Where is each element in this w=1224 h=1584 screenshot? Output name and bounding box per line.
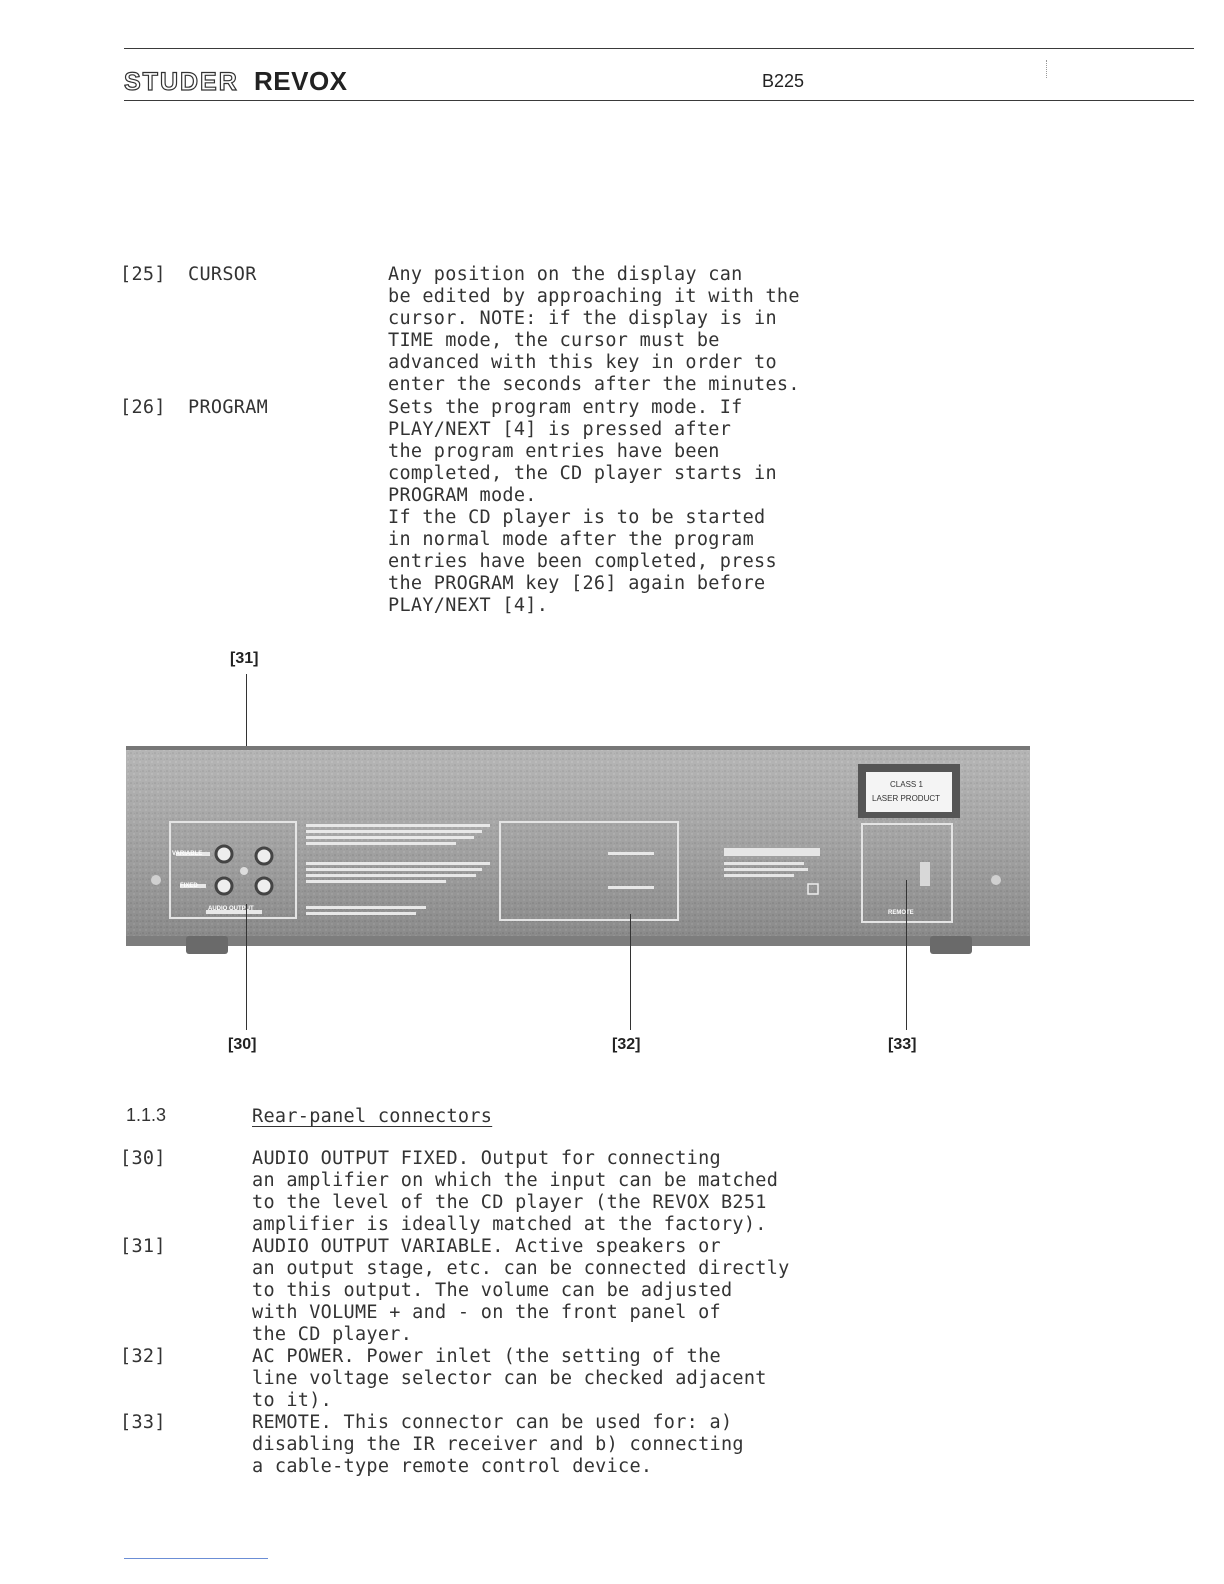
desc-line: the PROGRAM key [26] again before	[388, 573, 766, 594]
key-desc-cursor	[388, 264, 800, 396]
connector-number-31: [31]	[120, 1236, 166, 1257]
laser-label-line2: LASER PRODUCT	[872, 794, 941, 803]
key-name-program: PROGRAM	[188, 397, 269, 418]
section-number: 1.1.3	[126, 1105, 167, 1125]
desc-line: an amplifier on which the input can be matched	[252, 1170, 779, 1191]
footer-rule	[124, 1558, 268, 1559]
desc-line: the CD player.	[252, 1324, 413, 1345]
leader-32	[630, 914, 631, 1030]
desc-line: line voltage selector can be checked adjacent	[252, 1368, 767, 1389]
connector-desc-32	[252, 1346, 767, 1412]
desc-line: advanced with this key in order to	[388, 352, 777, 373]
label-audio-output: AUDIO OUTPUT	[208, 906, 254, 912]
desc-line: disabling the IR receiver and b) connecting	[252, 1434, 744, 1455]
header-tick	[1046, 60, 1047, 78]
model-number: B225	[762, 71, 805, 91]
desc-line: in normal mode after the program	[388, 529, 755, 550]
desc-line: entries have been completed, press	[388, 551, 777, 572]
desc-line: to the level of the CD player (the REVOX B251	[252, 1192, 767, 1213]
key-desc-program	[388, 397, 777, 617]
label-fixed: FIXED	[180, 883, 198, 889]
connector-number-33: [33]	[120, 1412, 166, 1433]
key-number-26: [26]	[120, 397, 166, 418]
key-number-25: [25]	[120, 264, 166, 285]
callout-32: [32]	[612, 1036, 641, 1053]
desc-line: to this output. The volume can be adjusted	[252, 1280, 733, 1301]
desc-line: be edited by approaching it with the	[388, 286, 800, 307]
desc-line: PLAY/NEXT [4].	[388, 595, 549, 616]
desc-line: cursor. NOTE: if the display is in	[388, 308, 777, 329]
desc-line: AUDIO OUTPUT FIXED. Output for connecting	[252, 1148, 721, 1169]
desc-line: AC POWER. Power inlet (the setting of the	[252, 1346, 721, 1367]
revox-logo: REVOX	[254, 66, 348, 96]
connector-number-32: [32]	[120, 1346, 166, 1367]
laser-label-line1: CLASS 1	[890, 780, 923, 789]
rear-panel-photo	[124, 740, 1032, 958]
section-title: Rear-panel connectors	[252, 1106, 493, 1127]
desc-line: REMOTE. This connector can be used for: a)	[252, 1412, 733, 1433]
desc-line: the program entries have been	[388, 441, 720, 462]
callout-31: [31]	[230, 650, 259, 667]
label-remote: REMOTE	[888, 910, 914, 916]
desc-line: If the CD player is to be started	[388, 507, 766, 528]
studer-logo: STUDER	[124, 68, 239, 96]
desc-line: to it).	[252, 1390, 333, 1411]
desc-line: TIME mode, the cursor must be	[388, 330, 720, 351]
connector-desc-30	[252, 1148, 778, 1236]
header-top-rule	[124, 48, 1194, 49]
desc-line: AUDIO OUTPUT VARIABLE. Active speakers or	[252, 1236, 721, 1257]
connector-number-30: [30]	[120, 1148, 166, 1169]
desc-line: Any position on the display can	[388, 264, 743, 285]
header-bottom-rule	[124, 100, 1194, 101]
connector-desc-31	[252, 1236, 790, 1346]
callout-30: [30]	[228, 1036, 257, 1053]
leader-30	[246, 904, 247, 1030]
desc-line: a cable-type remote control device.	[252, 1456, 653, 1477]
desc-line: PROGRAM mode.	[388, 485, 537, 506]
desc-line: PLAY/NEXT [4] is pressed after	[388, 419, 732, 440]
label-variable: VARIABLE	[172, 851, 203, 857]
leader-33	[906, 880, 907, 1030]
desc-line: an output stage, etc. can be connected directly	[252, 1258, 790, 1279]
callout-33: [33]	[888, 1036, 917, 1053]
desc-line: with VOLUME + and - on the front panel of	[252, 1302, 721, 1323]
desc-line: enter the seconds after the minutes.	[388, 374, 800, 395]
desc-line: Sets the program entry mode. If	[388, 397, 743, 418]
desc-line: completed, the CD player starts in	[388, 463, 777, 484]
connector-desc-33	[252, 1412, 744, 1478]
key-name-cursor: CURSOR	[188, 264, 257, 285]
desc-line: amplifier is ideally matched at the factory).	[252, 1214, 767, 1235]
